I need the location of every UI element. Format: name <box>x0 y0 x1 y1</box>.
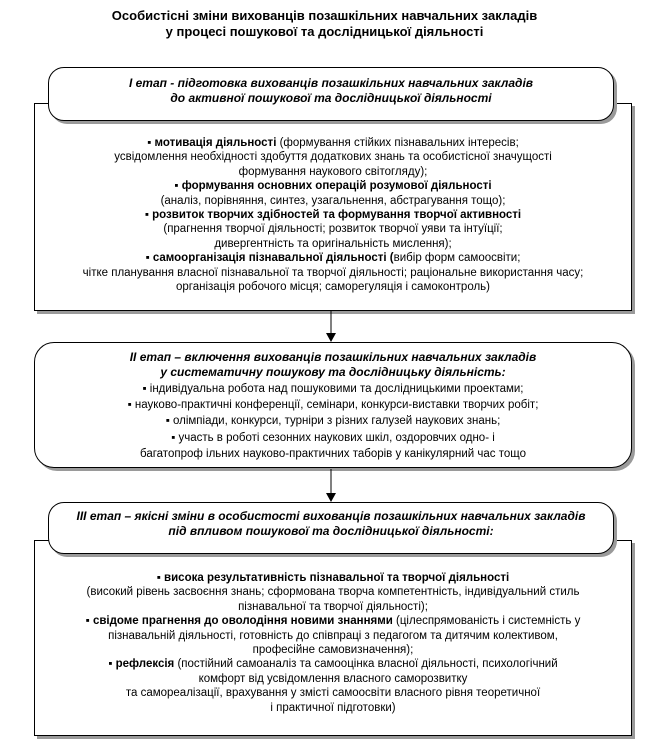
stage1-item-4: ▪ самоорганізація пізнавальної діяльності (вибір форм самоосвіти; <box>145 252 521 265</box>
stage1-item-4-title: самоорганізація пізнавальної діяльності ( <box>152 252 394 265</box>
stage3-content-box: ▪ висока результативність пізнавальної та творчої діяльності (високий рівень засвоєння знань; сформована творча компетентність, індивідуальний стиль пізнавальної та творчої діяльності); ▪ свідоме прагнення до оволодіння новими знаннями (цілеспрямованість і системність у пізнавальній діяльності, готовність до співпраці з педагогом та дитячим колективом, професійне самовизначення); ▪ рефлексія (постійний самоаналіз та самооцінка власної діяльності, психологічний комфорт від усвідомлення власного саморозвитку та самореалізації, врахування у змісті самоосвіти власного рівня теоретичної і практичної підготовки) <box>34 540 632 736</box>
stage2-item-4: ▪ участь в роботі сезонних наукових шкіл, оздоровчих одно- і <box>171 431 495 444</box>
diagram-title <box>0 8 649 40</box>
stage1-item-3: ▪ розвиток творчих здібностей та формування творчої активності <box>144 209 522 222</box>
stage2-header-line-2: у систематичну пошукову та дослідницьку діяльність: <box>160 365 506 379</box>
stage2-item-3: ▪ олімпіади, конкурси, турніри з різних галузей наукових знань; <box>165 415 501 428</box>
stage3-header-box <box>48 502 614 554</box>
stage3-item-3-title: рефлексія <box>115 658 175 671</box>
stage1-content-box: ▪ мотивація діяльності (формування стійких пізнавальних інтересів; усвідомлення необхідності здобуття додаткових знань та особистісної значущості формування наукового світогляду); ▪ формування основних операцій розумової діяльності (аналіз, порівняння, синтез, узагальнення, абстрагування тощо); ▪ розвиток творчих здібностей та формування творчої активності (прагнення творчої діяльності; розвиток творчої уяви та інтуїції; дивергентність та оригінальність мислення); ▪ самоорганізація пізнавальної діяльності (вибір форм самоосвіти; чітке планування власної пізнавальної та творчої діяльності; раціональне використання часу; організація робочого місця; саморегуляція і самоконтроль) <box>34 103 632 311</box>
stage3-header-line-2: під впливом пошукової та дослідницької діяльності: <box>168 524 494 538</box>
stage3-item-1-title: висока результативність пізнавальної та творчої діяльності <box>164 572 510 584</box>
stage1-item-1-title: мотивація діяльності <box>154 137 277 149</box>
stage1-item-2-title: формування основних операцій розумової діяльності <box>181 180 492 193</box>
title-line-1: Особистісні зміни вихованців позашкільних навчальних закладів <box>111 8 538 23</box>
stage1-header-line-2: до активної пошукової та дослідницької діяльності <box>170 91 492 105</box>
stage3-item-1: ▪ висока результативність пізнавальної та творчої діяльності <box>156 572 510 584</box>
stage2-item-1: ▪ індивідуальна робота над пошуковими та дослідницькими проектами; <box>142 383 524 395</box>
stage2-header-line-1: II етап – включення вихованців позашкільних навчальних закладів <box>129 350 537 364</box>
stage1-item-1: ▪ мотивація діяльності (формування стійких пізнавальних інтересів; <box>147 137 519 149</box>
title-line-2: у процесі пошукової та дослідницької діяльності <box>165 24 484 39</box>
stage2-item-4-continued: багатопроф ільних науково-практичних таборів у канікулярний час тощо <box>140 447 526 460</box>
stage1-header-box <box>48 67 614 121</box>
stage3-item-2: ▪ свідоме прагнення до оволодіння новими знаннями (цілеспрямованість і системність у <box>85 615 581 628</box>
stage2-box <box>34 342 632 468</box>
stage2-item-2: ▪ науково-практичні конференції, семінари, конкурси-виставки творчих робіт; <box>127 399 539 412</box>
stage3-item-2-title: свідоме прагнення до оволодіння новими знаннями <box>92 615 393 628</box>
stage1-item-2: ▪ формування основних операцій розумової діяльності <box>174 180 492 193</box>
stage1-item-3-title: розвиток творчих здібностей та формування творчої активності <box>152 209 522 222</box>
arrow-stage1-to-stage2 <box>324 311 338 343</box>
stage1-header-line-1: I етап - підготовка вихованців позашкільних навчальних закладів <box>128 76 534 90</box>
stage3-header-line-1: III етап – якісні зміни в особистості вихованців позашкільних навчальних закладів <box>76 509 586 523</box>
arrow-stage2-to-stage3 <box>324 469 338 503</box>
stage3-item-3: ▪ рефлексія (постійний самоаналіз та самооцінка власної діяльності, психологічний <box>108 658 558 671</box>
